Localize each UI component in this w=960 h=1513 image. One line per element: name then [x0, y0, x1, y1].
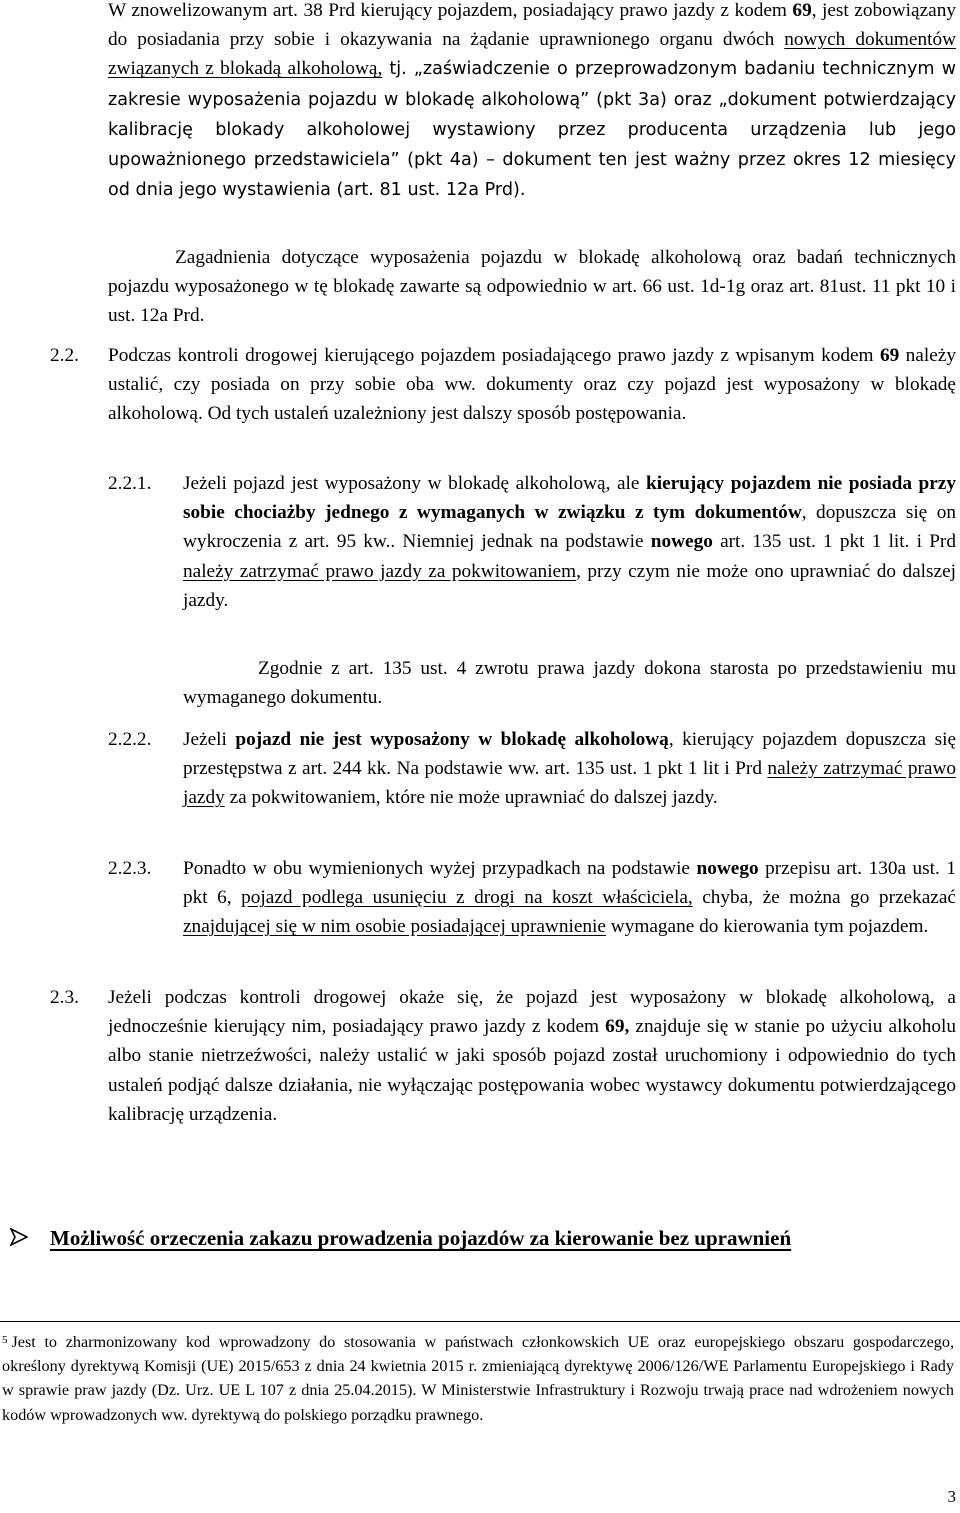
- footnote-divider: [0, 1321, 960, 1322]
- paragraph-text-sans: tj. „zaświadczenie o przeprowadzonym badaniu technicznym w zakresie wyposażenia pojazdu w blokadę alkoholową” (pkt 3a) oraz „dokument potwierdzający kalibrację blokady alkoholowej wystawiony przez producenta urządzenia lub jego upoważnionego przedstawiciela” (pkt 4a) – dokument ten jest ważny przez okres 12 miesięcy od dnia jego wystawienia (art. 81 ust. 12a Prd).: [108, 59, 956, 201]
- code-69: 69,: [605, 1016, 630, 1038]
- heading-text: Możliwość orzeczenia zakazu prowadzenia pojazdów za kierowanie bez uprawnień: [50, 1226, 792, 1250]
- footnote-marker: 5: [2, 1334, 8, 1346]
- underlined-phrase: pojazd podlega usunięciu z drogi na koszt właściciela,: [241, 887, 693, 909]
- bold-word: nowego: [650, 531, 713, 553]
- underlined-phrase: należy zatrzymać prawo jazdy za pokwitowaniem: [183, 560, 577, 582]
- section-2-3-text: [108, 983, 956, 1129]
- paragraph-art38: [108, 0, 956, 205]
- section-number: 2.2.3.: [108, 858, 152, 879]
- section-2-2-2-text: [183, 725, 956, 813]
- paragraph-text: przepisu art. 130a ust. 1 pkt 6,: [183, 858, 956, 909]
- footnote-text: Jest to zharmonizowany kod wprowadzony do stosowania w państwach członkowskich UE oraz europejskiego obszaru gospodarczego, określony dyrektywą Komisji (UE) 2015/653 z dnia 24 kwietnia 2015 r. zmieniającą dyrektywę 2006/126/WE Parlamentu Europejskiego i Rady w sprawie praw jazdy (Dz. Urz. UE L 107 z dnia 25.04.2015). W Ministerstwie Infrastruktury i Rozwoju trwają prace nad wdrożeniem nowych kodów wprowadzonych ww. dyrektywą do polskiego porządku prawnego.: [2, 1333, 954, 1424]
- page-number: 3: [947, 1487, 956, 1506]
- code-69: 69: [879, 345, 900, 366]
- bold-word: nowego: [696, 858, 759, 879]
- paragraph-text: Jeżeli: [183, 729, 236, 750]
- paragraph-text: W znowelizowanym art. 38 Prd kierujący pojazdem, posiadający prawo jazdy z kodem: [108, 0, 793, 21]
- paragraph-text: Podczas kontroli drogowej kierującego pojazdem posiadającego prawo jazdy z wpisanym kodem: [108, 345, 880, 366]
- paragraph-text: Jeżeli podczas kontroli drogowej okaże się, że pojazd jest wyposażony w blokadę alkoholową, a jednocześnie kierujący nim, posiadający prawo jazdy z kodem: [108, 987, 956, 1038]
- code-69: 69: [792, 0, 812, 21]
- paragraph-text: , przy czym nie może ono uprawniać do dalszej jazdy.: [183, 560, 956, 611]
- footnote: [2, 1330, 954, 1427]
- bold-phrase: kierujący pojazdem nie posiada przy sobie chociażby jednego z wymaganych w związku z tym dokumentów: [183, 473, 956, 524]
- underlined-phrase: znajdującej się w nim osobie posiadającej uprawnienie: [183, 916, 606, 938]
- bold-phrase: pojazd nie jest wyposażony w blokadę alkoholową: [235, 729, 669, 750]
- section-number: 2.2.1.: [108, 473, 152, 494]
- paragraph-text: za pokwitowaniem, które nie może uprawniać do dalszej jazdy.: [224, 787, 718, 809]
- section-number: 2.2.2.: [108, 729, 152, 750]
- paragraph-text: , dopuszcza się on wykroczenia z art. 95 kw.. Niemniej jednak na podstawie: [183, 502, 957, 553]
- paragraph-text: Jeżeli pojazd jest wyposażony w blokadę alkoholową, ale: [183, 473, 646, 494]
- section-2-2-text: [108, 341, 956, 429]
- paragraph-text: , jest zobowiązany do posiadania przy sobie i okazywania na żądanie uprawnionego organu dwóch: [108, 0, 956, 51]
- section-heading: [10, 1221, 950, 1255]
- paragraph-text: Zgodnie z art. 135 ust. 4 zwrotu prawa jazdy dokona starosta po przedstawieniu mu wymaganego dokumentu.: [183, 658, 956, 709]
- section-number: 2.3.: [50, 987, 79, 1008]
- section-2-2-1-note: [183, 654, 956, 712]
- arrow-bullet-icon: [10, 1228, 28, 1246]
- section-2-2-1-text: [183, 469, 956, 615]
- section-2-2-3-text: [183, 854, 956, 942]
- underlined-phrase: nowych dokumentów związanych z blokadą alkoholową,: [108, 29, 957, 80]
- paragraph-text: należy ustalić, czy posiada on przy sobie oba ww. dokumenty oraz czy pojazd jest wyposażony w blokadę alkoholową. Od tych ustaleń uzależniony jest dalszy sposób postępowania.: [108, 345, 956, 425]
- paragraph-regulations: [108, 243, 956, 331]
- paragraph-text: znajduje się w stanie po użyciu alkoholu albo stanie nietrzeźwości, należy ustalić w jaki sposób pojazd został uruchomiony i odpowiednio do tych ustaleń podjąć dalsze działania, nie wyłączając postępowania wobec wystawcy dokumentu potwierdzającego kalibrację urządzenia.: [108, 1016, 956, 1125]
- paragraph-text: Ponadto w obu wymienionych wyżej przypadkach na podstawie: [183, 858, 697, 879]
- paragraph-text: wymagane do kierowania tym pojazdem.: [605, 916, 929, 938]
- paragraph-text: Zagadnienia dotyczące wyposażenia pojazdu w blokadę alkoholową oraz badań technicznych pojazdu wyposażonego w tę blokadę zawarte są odpowiednio w art. 66 ust. 1d-1g oraz art. 81ust. 11 pkt 10 i ust. 12a Prd.: [108, 247, 956, 327]
- paragraph-text: , kierujący pojazdem dopuszcza się przestępstwa z art. 244 kk. Na podstawie ww. art. 135 ust. 1 pkt 1 lit i Prd: [183, 729, 956, 780]
- paragraph-text: art. 135 ust. 1 pkt 1 lit. i Prd: [712, 531, 956, 553]
- underlined-phrase: należy zatrzymać prawo jazdy: [183, 758, 957, 809]
- paragraph-text: chyba, że można go przekazać: [692, 887, 956, 909]
- section-number: 2.2.: [50, 345, 79, 366]
